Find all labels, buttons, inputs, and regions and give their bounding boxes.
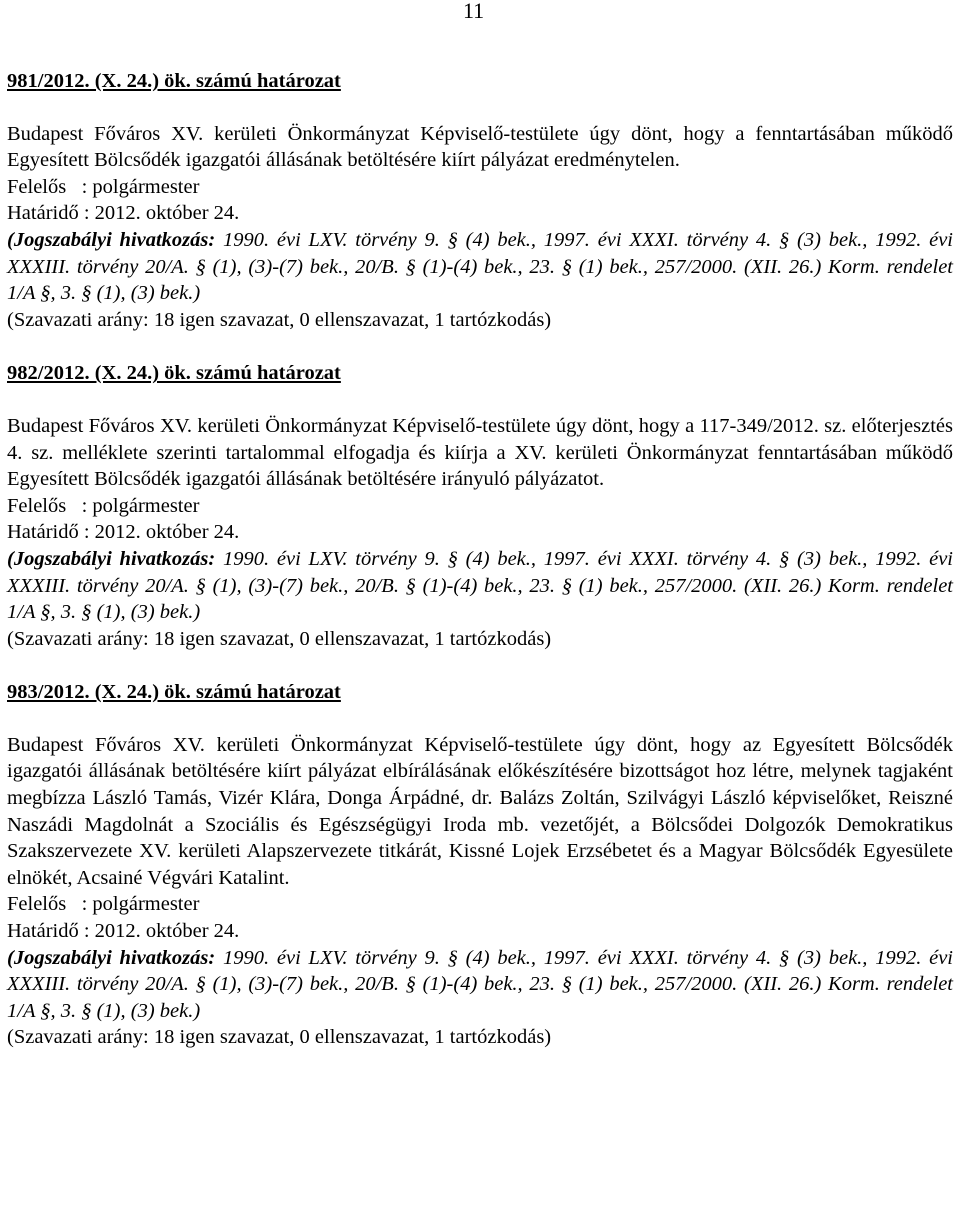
resolution-text: Budapest Főváros XV. kerületi Önkormányzat Képviselő-testülete úgy dönt, hogy a 117-349/2012. sz. előterjesztés 4. sz. melléklete szerinti tartalommal elfogadja és kiírja a XV. kerületi Önkormányzat fenntartásában működő Egyesített Bölcsődék igazgatói állásának betöltésére irányuló pályázatot.: [7, 414, 953, 491]
legal-reference-label: (Jogszabályi hivatkozás:: [7, 547, 216, 570]
vote-ratio: (Szavazati arány: 18 igen szavazat, 0 ellenszavazat, 1 tartózkodás): [7, 627, 552, 650]
resolution-title: 982/2012. (X. 24.) ök. számú határozat: [7, 362, 341, 385]
legal-reference: [7, 546, 953, 626]
document-body: [7, 68, 953, 1051]
responsible-line: Felelős : polgármester: [7, 893, 200, 916]
page-number: 11: [463, 0, 485, 23]
resolution-982: [7, 360, 953, 652]
resolution-title: 983/2012. (X. 24.) ök. számú határozat: [7, 681, 341, 704]
legal-reference-label: (Jogszabályi hivatkozás:: [7, 946, 216, 969]
deadline-line: Határidő : 2012. október 24.: [7, 521, 240, 544]
responsible-line: Felelős : polgármester: [7, 494, 200, 517]
section-gap: [7, 333, 953, 360]
responsible-line: Felelős : polgármester: [7, 175, 200, 198]
legal-reference-text: 1990. évi LXV. törvény 9. § (4) bek., 1997. évi XXXI. törvény 4. § (3) bek., 1992. évi XXXIII. törvény 20/A. § (1), (3)-(7) bek., 20/B. § (1)-(4) bek., 23. § (1) bek., 257/2000. (XII. 26.) Korm. rendelet 1/A §, 3. § (1), (3) bek.): [7, 228, 953, 305]
legal-reference-text: 1990. évi LXV. törvény 9. § (4) bek., 1997. évi XXXI. törvény 4. § (3) bek., 1992. évi XXXIII. törvény 20/A. § (1), (3)-(7) bek., 20/B. § (1)-(4) bek., 23. § (1) bek., 257/2000. (XII. 26.) Korm. rendelet 1/A §, 3. § (1), (3) bek.): [7, 946, 953, 1022]
legal-reference: [7, 945, 953, 1025]
section-gap: [7, 652, 953, 679]
deadline-line: Határidő : 2012. október 24.: [7, 920, 240, 943]
resolution-text: Budapest Főváros XV. kerületi Önkormányzat Képviselő-testülete úgy dönt, hogy a fenntartásában működő Egyesített Bölcsődék igazgatói állásának betöltésére kiírt pályázat eredménytelen.: [7, 122, 953, 172]
resolution-981: [7, 68, 953, 333]
legal-reference-label: (Jogszabályi hivatkozás:: [7, 228, 216, 251]
legal-reference-text: 1990. évi LXV. törvény 9. § (4) bek., 1997. évi XXXI. törvény 4. § (3) bek., 1992. évi XXXIII. törvény 20/A. § (1), (3)-(7) bek., 20/B. § (1)-(4) bek., 23. § (1) bek., 257/2000. (XII. 26.) Korm. rendelet 1/A §, 3. § (1), (3) bek.): [7, 547, 953, 624]
legal-reference: [7, 227, 953, 307]
vote-ratio: (Szavazati arány: 18 igen szavazat, 0 ellenszavazat, 1 tartózkodás): [7, 308, 552, 331]
resolution-title: 981/2012. (X. 24.) ök. számú határozat: [7, 70, 341, 92]
resolution-983: [7, 679, 953, 1051]
resolution-text: Budapest Főváros XV. kerületi Önkormányzat Képviselő-testülete úgy dönt, hogy az Egyesített Bölcsődék igazgatói állásának betöltésére kiírt pályázat elbírálásának előkészítésére bizottságot hoz létre, melynek tagjaként megbízza László Tamás, Vizér Klára, Donga Árpádné, dr. Balázs Zoltán, Szilvágyi László képviselőket, Reiszné Naszádi Magdolnát a Szociális és Egészségügyi Iroda mb. vezetőjét, a Bölcsődei Dolgozók Demokratikus Szakszervezete XV. kerületi Alapszervezete titkárát, Kissné Lojek Erzsébetet és a Magyar Bölcsődék Egyesülete elnökét, Acsainé Végvári Katalint.: [7, 733, 953, 889]
deadline-line: Határidő : 2012. október 24.: [7, 202, 240, 225]
vote-ratio: (Szavazati arány: 18 igen szavazat, 0 ellenszavazat, 1 tartózkodás): [7, 1026, 552, 1049]
